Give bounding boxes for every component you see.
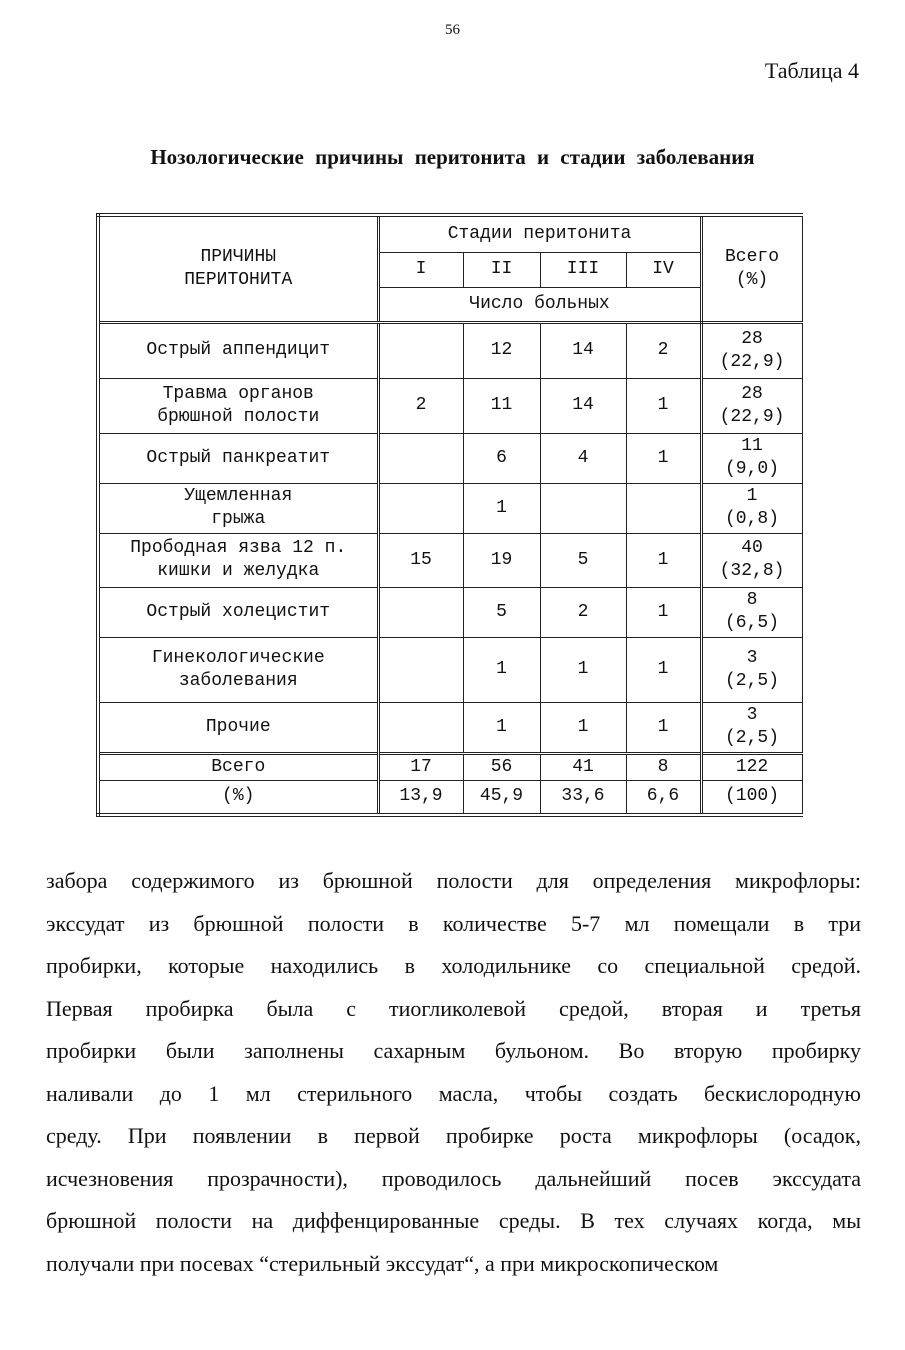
stage-4-cell: 1 [626,587,701,637]
percent-row-stage-3: 33,6 [540,780,626,815]
cause-cell [98,483,378,533]
cause-cell [98,378,378,433]
table-row [98,322,802,378]
text-line: Первая пробирка была с тиогликолевой средой, вторая и третья [46,995,861,1021]
total-count: 8 [746,590,758,610]
table-row [98,702,802,753]
total-cell [701,702,802,753]
total-cell [701,378,802,433]
text-line: получали при посевах “стерильный экссудат“, а при микроскопическом [46,1250,719,1276]
text-line: исчезновения прозрачности), проводилось дальнейший посев экссудата [46,1165,861,1191]
header-total-line1: Всего [725,246,780,267]
total-percent: (6,5) [725,613,780,633]
header-stages: Стадии перитонита [378,215,701,252]
sum-row-stage-4: 8 [626,753,701,780]
table-row [98,378,802,433]
stage-1-cell [378,637,463,702]
stage-2-cell: 1 [463,637,540,702]
total-percent: (32,8) [719,561,785,581]
stage-1-cell [378,433,463,483]
data-table [96,213,803,817]
header-causes-line1: ПРИЧИНЫ [200,246,277,267]
stage-1-cell: 15 [378,533,463,587]
total-count: 40 [741,538,763,558]
cause-line2: заболевания [178,670,298,691]
header-patients: Число больных [378,287,701,322]
text-line: среду. При появлении в первой пробирке роста микрофлоры (осадок, [46,1123,861,1148]
cause-line2: грыжа [211,509,266,529]
total-count: 11 [741,436,763,456]
percent-row-label: (%) [98,780,378,815]
cause-cell [98,533,378,587]
total-cell [701,533,802,587]
stage-3-cell: 14 [540,378,626,433]
text-line: пробирки, которые находились в холодильнике со специальной средой. [46,953,861,978]
stage-4-cell: 1 [626,378,701,433]
total-percent: (2,5) [725,670,780,691]
cause-cell [98,702,378,753]
percent-row [98,780,802,815]
table-row [98,587,802,637]
total-percent: (0,8) [725,509,780,529]
cause-line1: Острый панкреатит [146,447,331,468]
stage-3-cell: 14 [540,322,626,378]
cause-line2: кишки и желудка [157,561,320,581]
sum-row-label: Всего [98,753,378,780]
page-number: 56 [445,22,460,38]
total-percent: (22,9) [719,351,785,372]
total-percent: (9,0) [725,459,780,479]
header-stage-3: III [540,252,626,287]
cause-line2: брюшной полости [157,406,320,427]
table-row [98,433,802,483]
sum-row-stage-2: 56 [463,753,540,780]
cause-cell [98,587,378,637]
header-total [701,215,802,322]
cause-line1: Острый холецистит [146,601,331,622]
stage-1-cell [378,702,463,753]
stage-4-cell: 1 [626,702,701,753]
cause-line1: Травма органов [162,383,314,404]
table-row [98,533,802,587]
stage-2-cell: 6 [463,433,540,483]
cause-line1: Гинекологические [151,647,325,668]
stage-1-cell [378,483,463,533]
percent-row-stage-4: 6,6 [626,780,701,815]
total-count: 3 [746,647,758,668]
stage-1-cell: 2 [378,378,463,433]
header-stage-2: II [463,252,540,287]
percent-row-stage-1: 13,9 [378,780,463,815]
table-row [98,483,802,533]
table-row [98,637,802,702]
stage-1-cell [378,322,463,378]
cause-line1: Острый аппендицит [146,340,331,360]
stage-3-cell: 2 [540,587,626,637]
stage-3-cell [540,483,626,533]
stage-4-cell: 1 [626,433,701,483]
table-title: Нозологические причины перитонита и стадии заболевания [150,145,755,169]
stage-3-cell: 1 [540,702,626,753]
stage-2-cell: 19 [463,533,540,587]
stage-4-cell: 1 [626,637,701,702]
total-cell [701,433,802,483]
text-line: наливали до 1 мл стерильного масла, чтобы создать бескислородную [46,1080,861,1106]
percent-row-stage-2: 45,9 [463,780,540,815]
header-causes-line2: ПЕРИТОНИТА [184,269,293,290]
stage-4-cell [626,483,701,533]
stage-1-cell [378,587,463,637]
stage-2-cell: 5 [463,587,540,637]
total-cell [701,322,802,378]
total-count: 1 [746,486,758,506]
stage-2-cell: 11 [463,378,540,433]
stage-4-cell: 1 [626,533,701,587]
cause-line1: Прочие [205,716,271,737]
body-text [46,860,861,1285]
total-cell [701,637,802,702]
stage-4-cell: 2 [626,322,701,378]
peritonitis-table [96,213,800,817]
sum-row [98,753,802,780]
cause-cell [98,637,378,702]
stage-3-cell: 5 [540,533,626,587]
text-line: забора содержимого из брюшной полости для определения микрофлоры: [46,868,861,893]
table-label: Таблица 4 [764,58,859,83]
text-line: брюшной полости на диффенцированные среды. В тех случаях когда, мы [46,1208,861,1233]
total-count: 28 [741,328,763,349]
total-percent: (2,5) [725,728,780,748]
text-line: пробирки были заполнены сахарным бульоном. Во вторую пробирку [46,1038,861,1063]
cause-line1: Ущемленная [184,486,293,506]
cause-cell [98,433,378,483]
stage-2-cell: 12 [463,322,540,378]
sum-row-stage-3: 41 [540,753,626,780]
total-count: 3 [746,705,758,725]
header-causes [98,215,378,322]
stage-2-cell: 1 [463,702,540,753]
total-cell [701,587,802,637]
total-percent: (22,9) [719,406,785,427]
stage-3-cell: 1 [540,637,626,702]
text-line: экссудат из брюшной полости в количестве 5-7 мл помещали в три [46,910,861,936]
total-count: 28 [741,383,763,404]
header-stage-4: IV [626,252,701,287]
header-stage-1: I [378,252,463,287]
total-cell [701,483,802,533]
cause-line1: Прободная язва 12 п. [130,538,347,558]
header-total-line2: (%) [735,269,769,290]
cause-cell [98,322,378,378]
sum-row-total: 122 [701,753,802,780]
stage-3-cell: 4 [540,433,626,483]
percent-row-total: (100) [701,780,802,815]
sum-row-stage-1: 17 [378,753,463,780]
stage-2-cell: 1 [463,483,540,533]
